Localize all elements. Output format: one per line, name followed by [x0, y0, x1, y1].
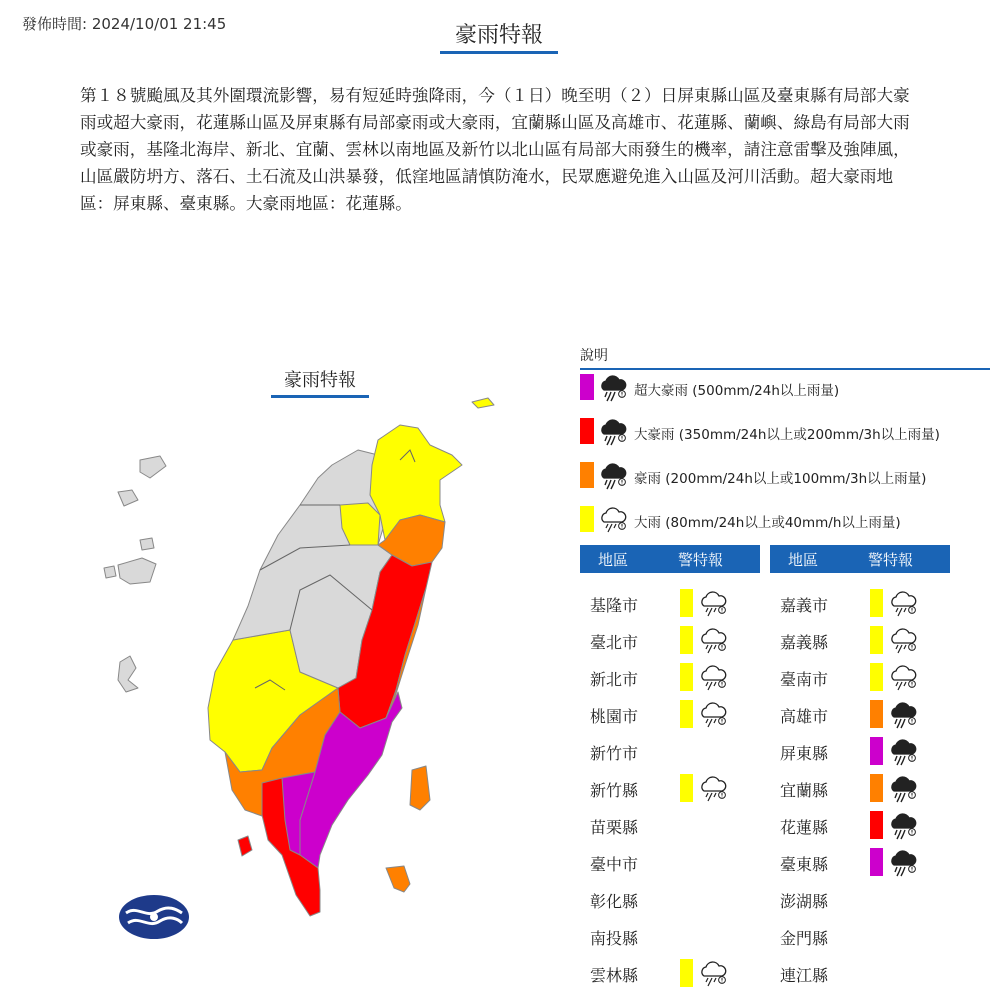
rain-cloud-icon: [698, 773, 728, 803]
region-name: 新竹市: [590, 744, 639, 763]
issue-time: 發佈時間: 2024/10/01 21:45: [22, 15, 227, 33]
heavy-rain-cloud-icon: [888, 847, 918, 877]
legend-swatch: [580, 462, 594, 488]
map-title: 豪雨特報: [271, 366, 369, 398]
warning-swatch: [870, 848, 883, 876]
warning-swatch: [870, 811, 883, 839]
island-penghu-5: [104, 566, 116, 578]
island-penghu-3: [118, 558, 156, 584]
warning-swatch: [680, 663, 693, 691]
island-pengjia: [472, 398, 494, 408]
rain-cloud-icon: [888, 625, 918, 655]
table-row: [580, 625, 760, 655]
warning-swatch: [870, 589, 883, 617]
heavy-rain-cloud-icon: [598, 416, 628, 446]
region-name: 屏東縣: [780, 744, 829, 763]
header-warning: 警特報: [868, 551, 914, 569]
region-name: 新竹縣: [590, 781, 639, 800]
rain-cloud-icon: [888, 588, 918, 618]
region-name: 新北市: [590, 670, 639, 689]
legend-swatch: [580, 418, 594, 444]
region-name: 苗栗縣: [590, 818, 639, 837]
legend-swatch: [580, 374, 594, 400]
table-row: [580, 810, 760, 840]
island-penghu-4: [140, 538, 154, 550]
warning-swatch: [870, 737, 883, 765]
region-name: 南投縣: [590, 929, 639, 948]
table-row: [770, 699, 950, 729]
table-row: [770, 921, 950, 951]
region-name: 彰化縣: [590, 892, 639, 911]
island-orchid-island: [386, 866, 410, 892]
region-name: 雲林縣: [590, 966, 639, 985]
legend-label: 大雨 (80mm/24h以上或40mm/h以上雨量): [634, 515, 901, 531]
legend-label: 超大豪雨 (500mm/24h以上雨量): [634, 383, 840, 399]
region-name: 花蓮縣: [780, 818, 829, 837]
heavy-rain-cloud-icon: [598, 460, 628, 490]
island-penghu-1: [140, 456, 166, 478]
table-row: [580, 662, 760, 692]
warning-swatch: [680, 774, 693, 802]
heavy-rain-cloud-icon: [888, 773, 918, 803]
header-warning: 警特報: [678, 551, 724, 569]
region-name: 臺南市: [780, 670, 829, 689]
table-row: [770, 588, 950, 618]
table-row: [770, 958, 950, 988]
rain-cloud-icon: [598, 504, 628, 534]
cwa-logo-icon: [118, 893, 190, 941]
table-row: [770, 662, 950, 692]
legend-label: 豪雨 (200mm/24h以上或100mm/3h以上雨量): [634, 471, 927, 487]
table-row: [580, 588, 760, 618]
table-row: [770, 625, 950, 655]
rain-cloud-icon: [888, 662, 918, 692]
legend-item: [580, 460, 1000, 490]
region-name: 桃園市: [590, 707, 639, 726]
table-row: [580, 847, 760, 877]
rain-cloud-icon: [698, 588, 728, 618]
table-row: [580, 699, 760, 729]
heavy-rain-cloud-icon: [888, 810, 918, 840]
region-name: 連江縣: [780, 966, 829, 985]
legend-item: [580, 416, 1000, 446]
legend-label: 大豪雨 (350mm/24h以上或200mm/3h以上雨量): [634, 427, 940, 443]
rain-cloud-icon: [698, 625, 728, 655]
warning-description: 第１８號颱風及其外圍環流影響，易有短延時強降雨，今（１日）晚至明（２）日屏東縣山區及臺東縣有局部大豪雨或超大豪雨，花蓮縣山區及屏東縣有局部豪雨或大豪雨，宜蘭縣山區及高雄市、花蓮縣、蘭嶼、綠島有局部大雨或豪雨，基隆北海岸、新北、宜蘭、雲林以南地區及新竹以北山區有局部大雨發生的機率，請注意雷擊及強陣風，山區嚴防坍方、落石、土石流及山洪暴發，低窪地區請慎防淹水，民眾應避免進入山區及河川活動。超大豪雨地區：屏東縣、臺東縣。大豪雨地區：花蓮縣。: [80, 86, 910, 213]
rain-cloud-icon: [698, 662, 728, 692]
table-row: [770, 810, 950, 840]
rain-cloud-icon: [698, 699, 728, 729]
region-name: 宜蘭縣: [780, 781, 829, 800]
legend-swatch: [580, 506, 594, 532]
heavy-rain-cloud-icon: [598, 372, 628, 402]
island-penghu-2: [118, 490, 138, 506]
heavy-rain-cloud-icon: [888, 699, 918, 729]
table-row: [580, 958, 760, 988]
region-name: 臺東縣: [780, 855, 829, 874]
island-penghu-6: [118, 656, 138, 692]
region-name: 臺中市: [590, 855, 639, 874]
table-row: [770, 736, 950, 766]
region-name: 金門縣: [780, 929, 829, 948]
region-name: 臺北市: [590, 633, 639, 652]
table-row: [770, 847, 950, 877]
legend-item: [580, 372, 1000, 402]
table-row: [580, 773, 760, 803]
island-liuqiu: [238, 836, 252, 856]
warning-swatch: [680, 626, 693, 654]
island-green-island: [410, 766, 430, 810]
table-row: [580, 736, 760, 766]
page-title: 豪雨特報: [440, 18, 558, 54]
warning-swatch: [680, 959, 693, 987]
header-region: 地區: [788, 551, 819, 569]
legend-item: [580, 504, 1000, 534]
warning-swatch: [680, 700, 693, 728]
table-header-right: [770, 545, 950, 573]
region-name: 澎湖縣: [780, 892, 829, 911]
table-row: [580, 884, 760, 914]
rain-cloud-icon: [698, 958, 728, 988]
table-header-left: [580, 545, 760, 573]
table-row: [580, 921, 760, 951]
table-row: [770, 884, 950, 914]
region-name: 高雄市: [780, 707, 829, 726]
heavy-rain-cloud-icon: [888, 736, 918, 766]
taiwan-warning-map: [0, 380, 560, 940]
table-row: [770, 773, 950, 803]
warning-swatch: [870, 774, 883, 802]
legend-title: 說明: [580, 345, 990, 370]
warning-swatch: [870, 663, 883, 691]
warning-swatch: [870, 626, 883, 654]
warning-swatch: [870, 700, 883, 728]
header-region: 地區: [598, 551, 629, 569]
region-name: 嘉義縣: [780, 633, 829, 652]
warning-swatch: [680, 589, 693, 617]
region-name: 基隆市: [590, 596, 639, 615]
region-name: 嘉義市: [780, 596, 829, 615]
